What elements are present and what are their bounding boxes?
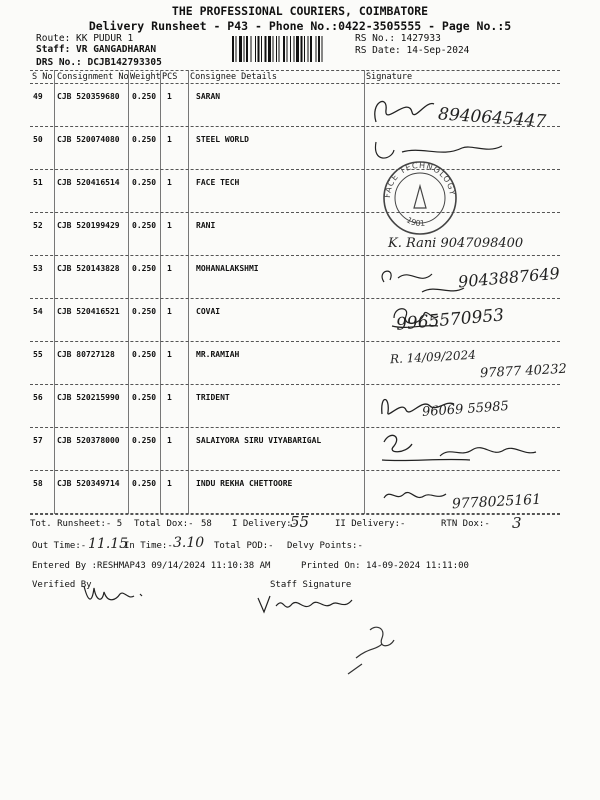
row-consignee: SARAN (196, 92, 221, 101)
row-pcs: 1 (167, 436, 172, 445)
row-consignment-no: CJB 520215990 (57, 393, 120, 402)
handwritten-phone-49: 8940645447 (437, 104, 547, 132)
col-header-consignment: Consignment No (57, 72, 129, 82)
row-sno: 52 (33, 221, 43, 230)
barcode-bar (296, 36, 299, 62)
row-pcs: 1 (167, 178, 172, 187)
row-consignment-no: CJB 520416521 (57, 307, 120, 316)
out-time-label: Out Time:- (32, 541, 87, 551)
row-pcs: 1 (167, 479, 172, 488)
row-divider (30, 212, 560, 213)
row-consignee: MR.RAMIAH (196, 350, 240, 359)
barcode-bar (310, 36, 312, 62)
row-consignee: FACE TECH (196, 178, 240, 187)
column-divider (128, 70, 129, 514)
barcode (232, 36, 348, 62)
barcode-bar (308, 36, 309, 62)
barcode-bar (239, 36, 242, 62)
row-sno: 57 (33, 436, 43, 445)
row-divider (30, 298, 560, 299)
rtn-dox-value: 3 (512, 514, 522, 532)
barcode-bar (246, 36, 248, 62)
row-pcs: 1 (167, 307, 172, 316)
barcode-bar (255, 36, 256, 62)
signature-58 (380, 486, 450, 506)
row-consignment-no: CJB 80727128 (57, 350, 115, 359)
rs-date: RS Date: 14-Sep-2024 (355, 45, 470, 56)
row-consignee: COVAI (196, 307, 221, 316)
row-consignee: RANI (196, 221, 216, 230)
barcode-bar (301, 36, 303, 62)
row-consignment-no: CJB 520349714 (57, 479, 120, 488)
row-consignment-no: CJB 520199429 (57, 221, 120, 230)
runsheet-subtitle: Delivery Runsheet - P43 - Phone No.:0422-3505555 - Page No.:5 (88, 19, 512, 33)
barcode-bar (232, 36, 234, 62)
barcode-bar (273, 36, 274, 62)
row-pcs: 1 (167, 393, 172, 402)
row-consignment-no: CJB 520074080 (57, 135, 120, 144)
row-divider (30, 470, 560, 471)
row-sno: 53 (33, 264, 43, 273)
staff-label: Staff: VR GANGADHARAN (36, 44, 157, 55)
col-header-consignee: Consignee Details (190, 72, 277, 82)
row-weight: 0.250 (132, 221, 157, 230)
signature-57 (380, 428, 540, 468)
row-divider (30, 384, 560, 385)
stamp-top-text: FACE TECHNOLOGY (382, 160, 458, 199)
row-consignee: TRIDENT (196, 393, 230, 402)
route-label: Route: KK PUDUR 1 (36, 33, 134, 44)
col-header-pcs: PCS (162, 72, 178, 82)
signature-49 (368, 92, 438, 132)
row-weight: 0.250 (132, 264, 157, 273)
i-delivery-value: 55 (290, 513, 310, 531)
row-pcs: 1 (167, 264, 172, 273)
row-pcs: 1 (167, 135, 172, 144)
handwritten-phone-55: 97877 40232 (479, 361, 568, 382)
signature-53 (376, 262, 466, 298)
i-delivery-label: I Delivery:- (232, 519, 298, 529)
svg-text:FACE TECHNOLOGY (383, 161, 457, 198)
rtn-dox-label: RTN Dox:- (441, 519, 490, 529)
delvy-points-label: Delvy Points:- (287, 541, 363, 551)
total-pod-label: Total POD:- (214, 541, 274, 551)
total-dox-label: Total Dox:- (134, 519, 194, 529)
barcode-bar (322, 36, 323, 62)
row-sno: 54 (33, 307, 43, 316)
handwritten-phone-54: 9965570953 (395, 305, 505, 335)
barcode-bar (287, 36, 288, 62)
barcode-bar (258, 36, 260, 62)
total-dox-value: 58 (201, 519, 212, 529)
row-pcs: 1 (167, 350, 172, 359)
company-title: THE PROFESSIONAL COURIERS, COIMBATORE (171, 4, 429, 18)
rs-number: RS No.: 1427933 (355, 33, 441, 44)
col-header-sno: S No (32, 72, 53, 82)
header-rule (30, 83, 560, 84)
barcode-bar (268, 36, 271, 62)
col-header-weight: Weight (130, 72, 161, 82)
barcode-bar (244, 36, 245, 62)
barcode-bar (236, 36, 237, 62)
barcode-bar (318, 36, 320, 62)
row-weight: 0.250 (132, 436, 157, 445)
handwritten-phone-56: 96069 55985 (421, 398, 510, 421)
verified-by-signature (80, 582, 150, 608)
column-divider (188, 70, 189, 514)
barcode-bar (304, 36, 305, 62)
column-divider (364, 70, 365, 514)
ii-delivery-label: II Delivery:- (335, 519, 406, 529)
verified-by-label: Verified By (32, 580, 92, 590)
row-sno: 55 (33, 350, 43, 359)
printed-on: Printed On: 14-09-2024 11:11:00 (301, 561, 469, 571)
row-sno: 58 (33, 479, 43, 488)
in-time-label: In Time:- (124, 541, 173, 551)
drs-number: DRS No.: DCJB142793305 (36, 57, 162, 68)
barcode-bar (279, 36, 280, 62)
row-consignment-no: CJB 520416514 (57, 178, 120, 187)
row-consignee: SALAIYORA SIRU VIYABARIGAL (196, 436, 322, 445)
handwritten-phone-58: 9778025161 (451, 491, 542, 513)
row-weight: 0.250 (132, 178, 157, 187)
handwritten-date-55: R. 14/09/2024 (389, 347, 477, 367)
barcode-bar (316, 36, 317, 62)
row-consignee: MOHANALAKSHMI (196, 264, 259, 273)
row-weight: 0.250 (132, 135, 157, 144)
handwritten-phone-53: 9043887649 (457, 263, 561, 292)
in-time-value: 3.10 (173, 535, 205, 551)
row-weight: 0.250 (132, 393, 157, 402)
svg-text:1901 (405, 215, 426, 228)
row-divider (30, 341, 560, 342)
row-consignment-no: CJB 520143828 (57, 264, 120, 273)
staff-signature-label: Staff Signature (270, 580, 352, 590)
staff-signature (254, 590, 364, 620)
barcode-bar (261, 36, 262, 62)
header-rule (30, 70, 560, 71)
row-pcs: 1 (167, 221, 172, 230)
barcode-bar (294, 36, 295, 62)
company-stamp (380, 158, 460, 238)
row-pcs: 1 (167, 92, 172, 101)
row-consignee: INDU REKHA CHETTOORE (196, 479, 293, 488)
column-divider (160, 70, 161, 514)
row-weight: 0.250 (132, 307, 157, 316)
row-weight: 0.250 (132, 92, 157, 101)
tot-runsheet: Tot. Runsheet:- 5 (30, 519, 123, 529)
stamp-bottom-text: 1901 (404, 215, 426, 229)
row-weight: 0.250 (132, 479, 157, 488)
column-divider (54, 70, 55, 514)
barcode-bar (265, 36, 267, 62)
entered-by: Entered By :RESHMAP43 09/14/2024 11:10:38 AM (32, 561, 271, 571)
row-sno: 49 (33, 92, 43, 101)
row-divider (30, 255, 560, 256)
row-sno: 51 (33, 178, 43, 187)
barcode-bar (251, 36, 252, 62)
barcode-bar (290, 36, 291, 62)
col-header-signature: Signature (366, 72, 413, 82)
barcode-bar (276, 36, 277, 62)
out-time-value: 11.15 (88, 536, 129, 552)
row-consignment-no: CJB 520359680 (57, 92, 120, 101)
row-consignment-no: CJB 520378000 (57, 436, 120, 445)
row-divider (30, 169, 560, 170)
row-sno: 50 (33, 135, 43, 144)
barcode-bar (283, 36, 285, 62)
handwritten-phone-52: K. Rani 9047098400 (388, 236, 524, 251)
row-sno: 56 (33, 393, 43, 402)
row-weight: 0.250 (132, 350, 157, 359)
row-consignee: STEEL WORLD (196, 135, 249, 144)
extra-signature (342, 618, 402, 678)
